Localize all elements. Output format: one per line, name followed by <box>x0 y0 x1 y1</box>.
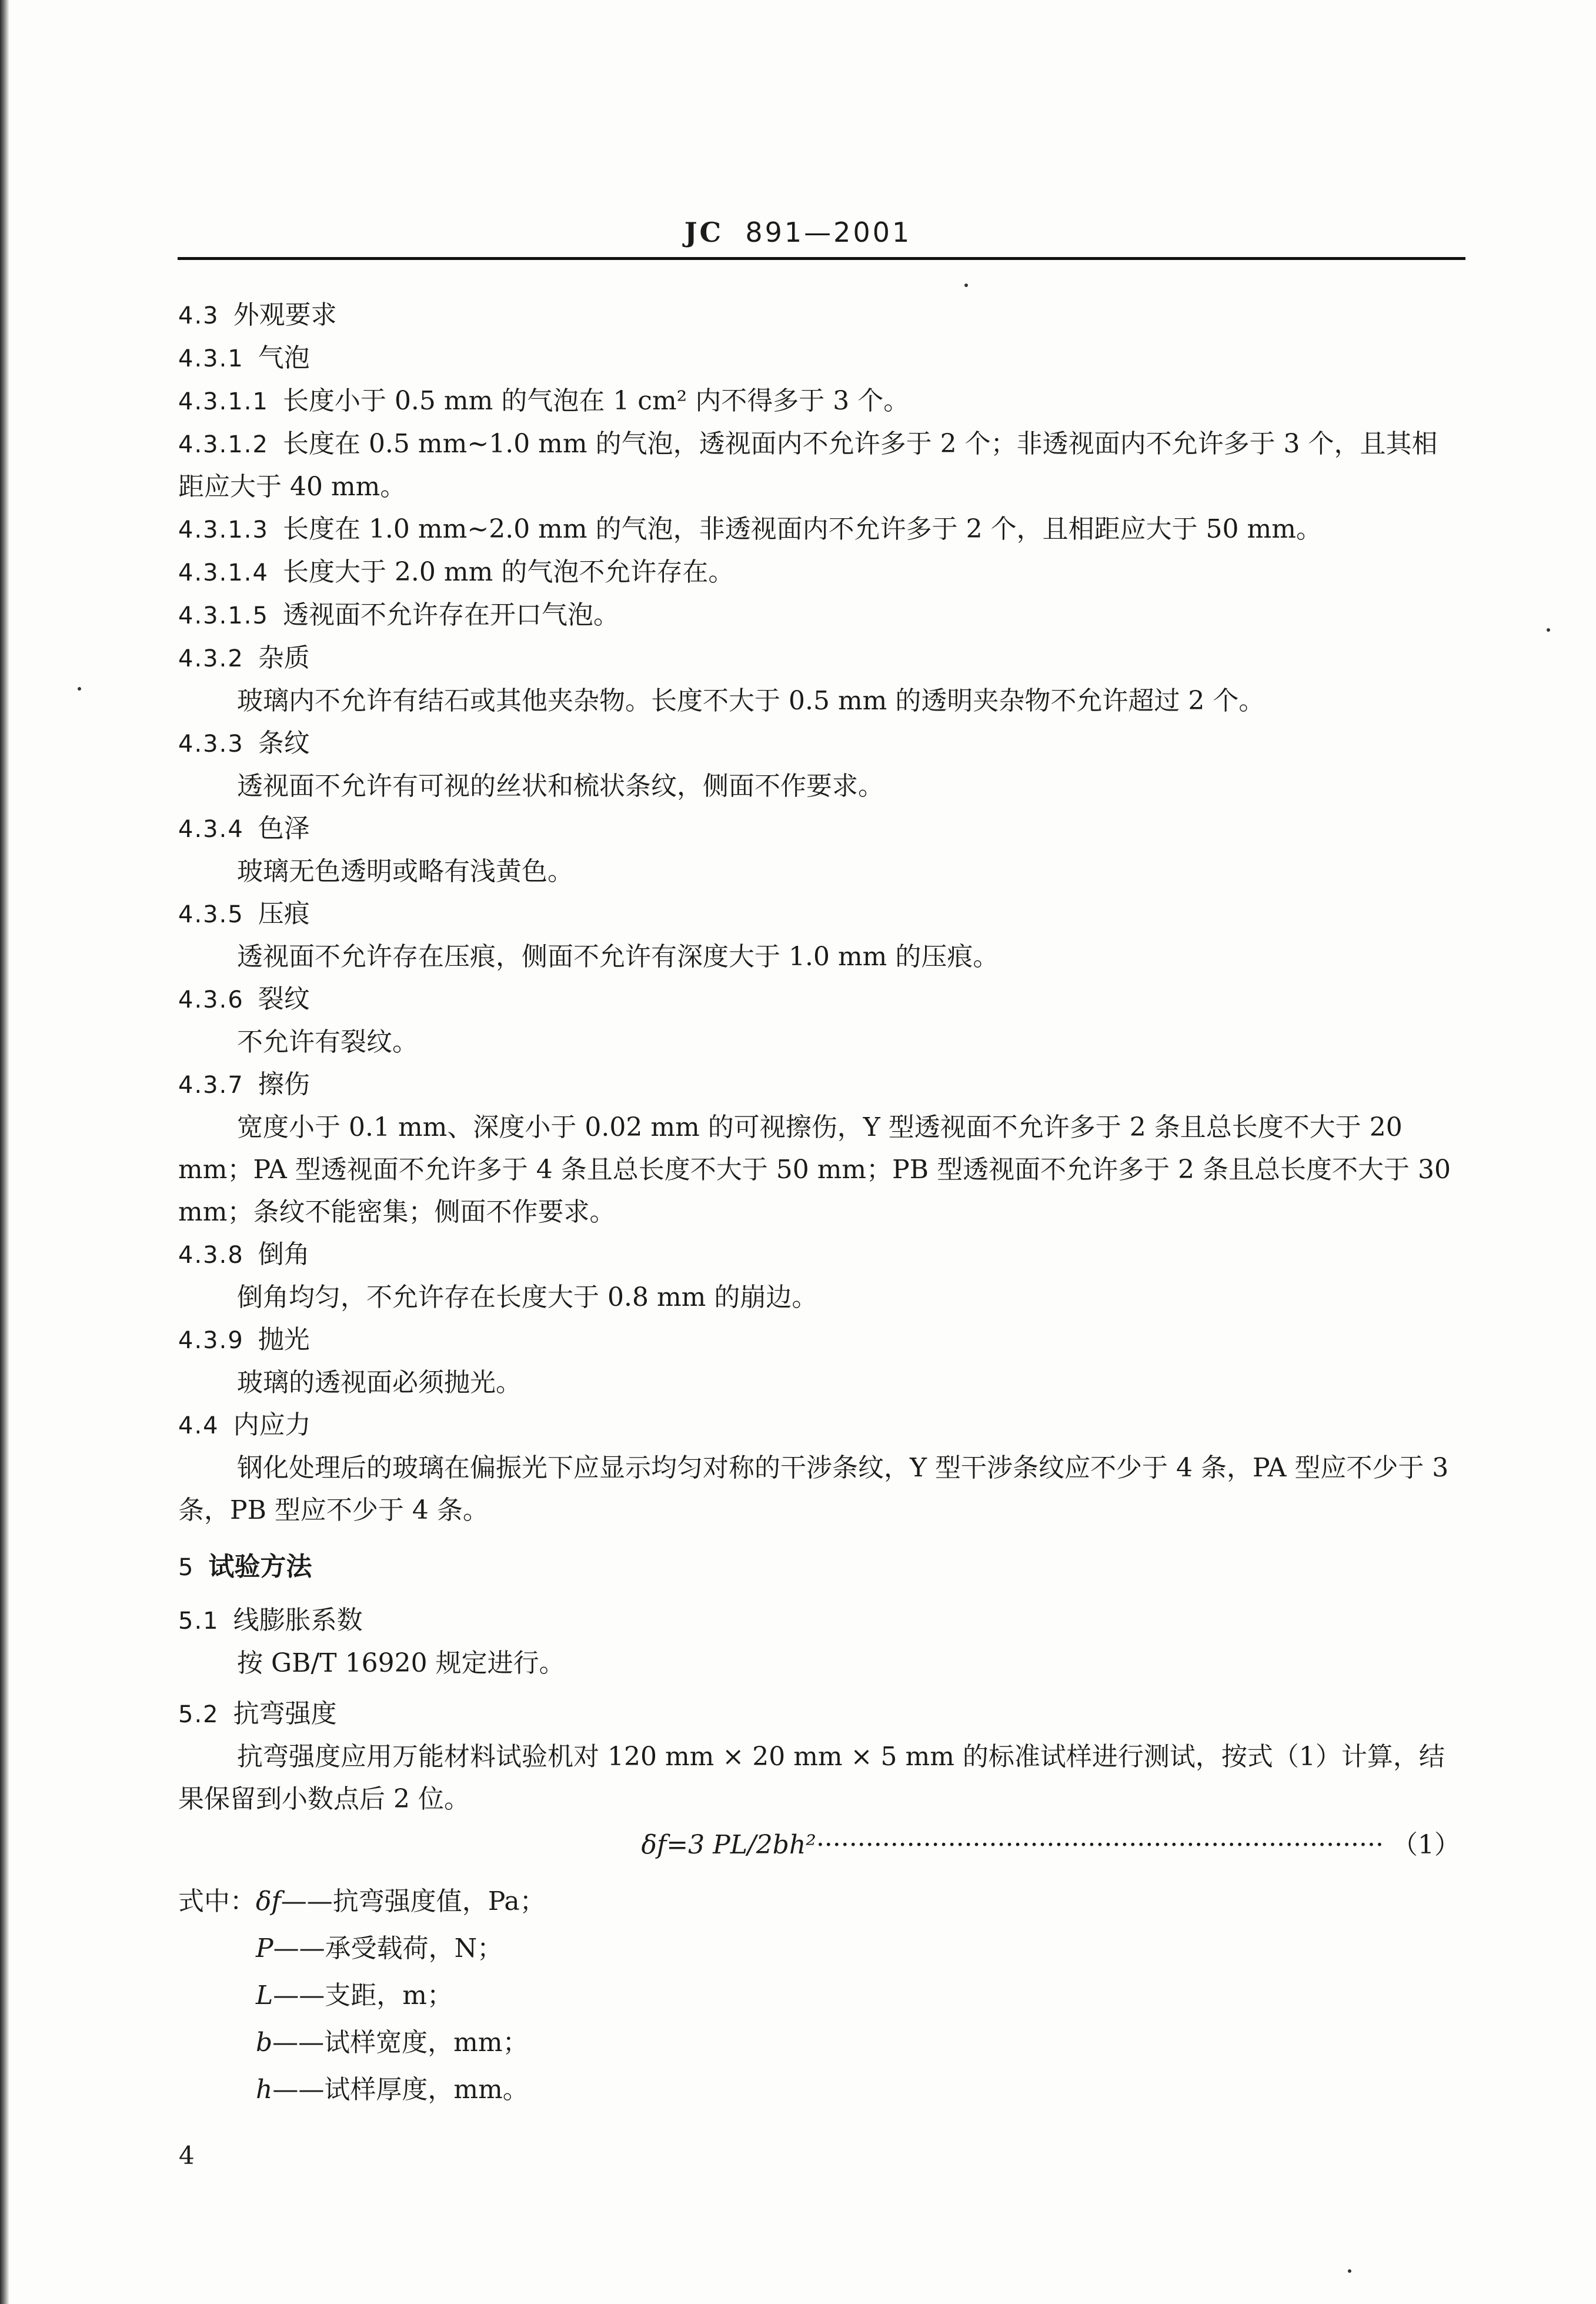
scan-speck <box>1348 2269 1351 2273</box>
variable-list <box>178 1878 1460 2113</box>
clause-body: 倒角均匀，不允许存在长度大于 0.8 mm 的崩边。 <box>237 1282 818 1312</box>
clause-body: 透视面不允许有可视的丝状和梳状条纹，侧面不作要求。 <box>237 771 884 801</box>
page-header <box>0 216 1596 248</box>
clause-heading: 5.2 抗弯强度 <box>178 1699 337 1729</box>
variable-item: P——承受载荷，N； <box>256 1933 503 1963</box>
clause-body: 透视面不允许存在压痕，侧面不允许有深度大于 1.0 mm 的压痕。 <box>237 942 999 972</box>
variable-item: b——试样宽度，mm； <box>256 2028 529 2058</box>
clause-heading: 4.4 内应力 <box>178 1410 311 1440</box>
formula-expression: δf=3 PL/2bh² <box>641 1830 816 1860</box>
clause-body: 按 GB/T 16920 规定进行。 <box>237 1648 565 1678</box>
scan-speck <box>78 687 81 691</box>
clause-item: 4.3.1.4 长度大于 2.0 mm 的气泡不允许存在。 <box>178 557 734 587</box>
clause-item: 4.3.1.5 透视面不允许存在开口气泡。 <box>178 600 619 630</box>
variable-item: L——支距，m； <box>256 1980 453 2010</box>
section-heading: 5 试验方法 <box>178 1552 312 1582</box>
clause-heading: 4.3.8 倒角 <box>178 1239 310 1269</box>
clause-item: 4.3.1.1 长度小于 0.5 mm 的气泡在 1 cm² 内不得多于 3 个。 <box>178 386 910 416</box>
clause-body: 玻璃无色透明或略有浅黄色。 <box>237 856 573 886</box>
clause-heading: 4.3.4 色泽 <box>178 813 310 843</box>
clause-heading: 4.3 外观要求 <box>178 300 337 330</box>
clause-body: 抗弯强度应用万能材料试验机对 120 mm × 20 mm × 5 mm 的标准试样进行测试，按式（1）计算，结果保留到小数点后 2 位。 <box>178 1742 1445 1814</box>
clause-heading: 4.3.9 抛光 <box>178 1325 310 1355</box>
standard-code: JC <box>684 216 724 248</box>
formula <box>178 1824 1460 1866</box>
document-body <box>178 294 1460 2113</box>
clause-item: 4.3.1.2 长度在 0.5 mm~1.0 mm 的气泡，透视面内不允许多于 2 个；非透视面内不允许多于 3 个，且其相距应大于 40 mm。 <box>178 429 1438 502</box>
clause-heading: 4.3.1 气泡 <box>178 343 310 373</box>
clause-body: 宽度小于 0.1 mm、深度小于 0.02 mm 的可视擦伤，Y 型透视面不允许多于 2 条且总长度不大于 20 mm；PA 型透视面不允许多于 4 条且总长度不大于 50 mm；PB 型透视面不允许多于 2 条且总长度不大于 30 mm；条纹不能密集；侧面不作要求。 <box>178 1112 1451 1227</box>
scan-speck <box>1547 628 1550 632</box>
formula-number: （1） <box>1392 1830 1460 1860</box>
clause-heading: 4.3.7 擦伤 <box>178 1069 310 1099</box>
variable-item: 式中：δf——抗弯强度值，Pa； <box>178 1886 546 1916</box>
header-rule <box>178 257 1465 260</box>
clause-heading: 5.1 线膨胀系数 <box>178 1605 363 1635</box>
standard-number: 891—2001 <box>745 216 912 248</box>
clause-item: 4.3.1.3 长度在 1.0 mm~2.0 mm 的气泡，非透视面内不允许多于 2 个，且相距应大于 50 mm。 <box>178 514 1322 544</box>
formula-leader: ····································································· <box>816 1830 1384 1860</box>
clause-body: 不允许有裂纹。 <box>237 1027 418 1057</box>
clause-body: 玻璃内不允许有结石或其他夹杂物。长度不大于 0.5 mm 的透明夹杂物不允许超过 2 个。 <box>237 686 1265 716</box>
scan-edge-shadow <box>0 0 9 2304</box>
scan-speck <box>964 284 968 287</box>
clause-heading: 4.3.2 杂质 <box>178 643 310 673</box>
page-number: 4 <box>179 2141 195 2170</box>
clause-body: 钢化处理后的玻璃在偏振光下应显示均匀对称的干涉条纹，Y 型干涉条纹应不少于 4 条，PA 型应不少于 3 条，PB 型应不少于 4 条。 <box>178 1453 1449 1525</box>
variable-item: h——试样厚度，mm。 <box>256 2075 529 2105</box>
clause-body: 玻璃的透视面必须抛光。 <box>237 1368 522 1398</box>
clause-heading: 4.3.3 条纹 <box>178 728 310 758</box>
clause-heading: 4.3.6 裂纹 <box>178 984 310 1014</box>
clause-heading: 4.3.5 压痕 <box>178 899 310 929</box>
